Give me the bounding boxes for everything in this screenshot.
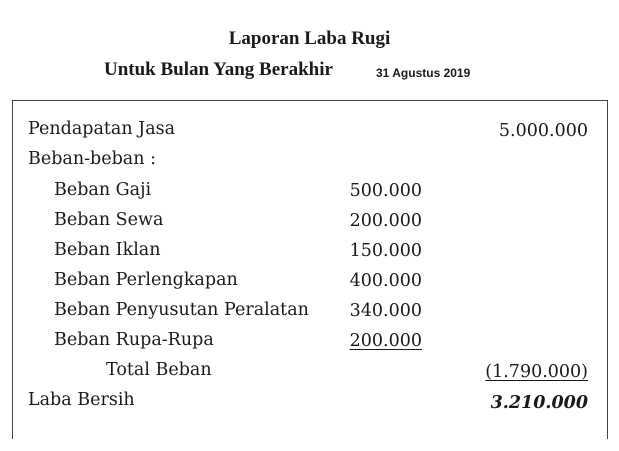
total-expenses-value: (1.790.000) (485, 362, 588, 382)
net-income-label: Laba Bersih (28, 390, 135, 410)
expense-value: 150.000 (349, 241, 422, 261)
expense-label: Beban Gaji (54, 180, 152, 200)
expense-value: 500.000 (349, 181, 422, 201)
revenue-value: 5.000.000 (498, 121, 588, 141)
expenses-heading: Beban-beban : (28, 149, 156, 169)
expense-value: 200.000 (349, 211, 422, 231)
expense-value: 400.000 (349, 271, 422, 291)
expense-label: Beban Penyusutan Peralatan (54, 300, 309, 320)
revenue-label: Pendapatan Jasa (28, 119, 176, 139)
expense-label: Beban Perlengkapan (54, 270, 238, 290)
expense-label: Beban Sewa (54, 210, 164, 230)
report-date: 31 Agustus 2019 (376, 66, 471, 80)
expense-value: 340.000 (349, 301, 422, 321)
report-subtitle: Untuk Bulan Yang Berakhir (104, 59, 333, 80)
net-income-value: 3.210.000 (490, 393, 588, 413)
total-expenses-label: Total Beban (106, 360, 212, 380)
report-title: Laporan Laba Rugi (228, 28, 391, 49)
expense-value: 200.000 (349, 331, 422, 351)
expense-label: Beban Iklan (54, 240, 161, 260)
expense-label: Beban Rupa-Rupa (54, 330, 214, 350)
